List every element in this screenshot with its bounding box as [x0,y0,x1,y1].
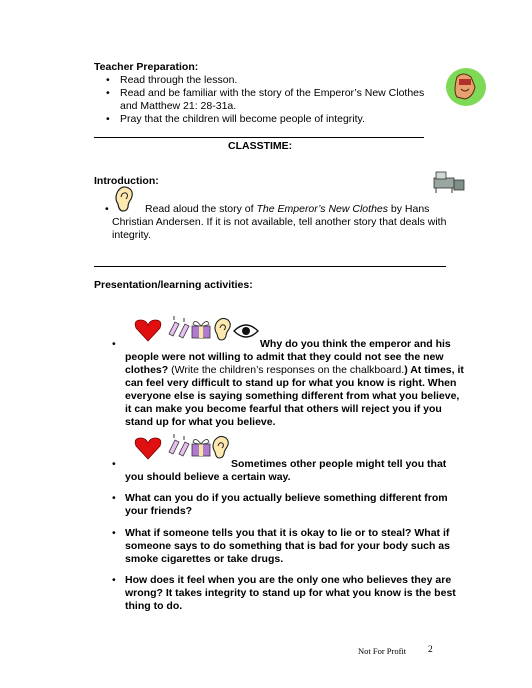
teacher-prep-list [94,74,439,126]
b1-statement: At times, it can feel very difficult to stand up for what you know is right. When everyone else is saying something different from what you believe, it can make you become fearful that others will reject you if you stand up for what you believe. [125,364,464,428]
list-item [125,338,467,429]
page-number: 2 [428,645,433,655]
b1-question: Why do you think the emperor and his people were not willing to admit that they could not see the new clothes? [125,338,451,376]
divider [94,266,446,267]
divider [94,137,424,138]
list-item: • Read and be familiar with the story of the Emperor’s New Clothes and Matthew 21: 28-31a. [94,87,439,113]
walking-feet-icon [166,434,192,460]
list-item: What if someone tells you that it is okay to lie or to steal? What if someone says to do something that is bad for your body such as smoke cigarettes or take drugs. [125,527,450,565]
list-item: • Pray that the children will become people of integrity. [94,113,439,126]
list-item: Sometimes other people might tell you that you should believe a certain way. [125,458,447,483]
intro-bullet: • [105,203,109,215]
list-item: What can you do if you actually believe something different from your friends? [125,492,448,517]
bullet: • [112,492,116,504]
ear-icon [210,434,232,460]
bullet: • [112,574,116,586]
bullet: • [112,527,116,539]
introduction-heading: Introduction: [94,175,159,187]
bullet: • [112,338,116,350]
presentation-heading: Presentation/learning activities: [94,279,253,291]
list-item: How does it feel when you are the only one who believes they are wrong? It takes integrity to stand up for what you know is the best thing to do. [125,574,456,612]
teacher-desk-icon [432,168,466,194]
praying-hands-icon [445,67,487,107]
heart-icon [134,436,162,460]
intro-text: Read aloud the story of The Emperor’s New Clothes by Hans Christian Andersen. If it is not available, tell another story that deals with integrity. [112,203,447,241]
footer-text: Not For Profit [358,646,407,656]
classtime-heading: CLASSTIME: [228,140,293,152]
teacher-prep-heading: Teacher Preparation: [94,61,199,73]
b1-note: (Write the children’s responses on the chalkboard. [168,364,405,376]
b1-note-close: ) [404,364,408,376]
list-item: • Read through the lesson. [94,74,439,87]
gift-icon [190,318,212,340]
gift-icon [190,436,212,458]
bullet: • [112,458,116,470]
